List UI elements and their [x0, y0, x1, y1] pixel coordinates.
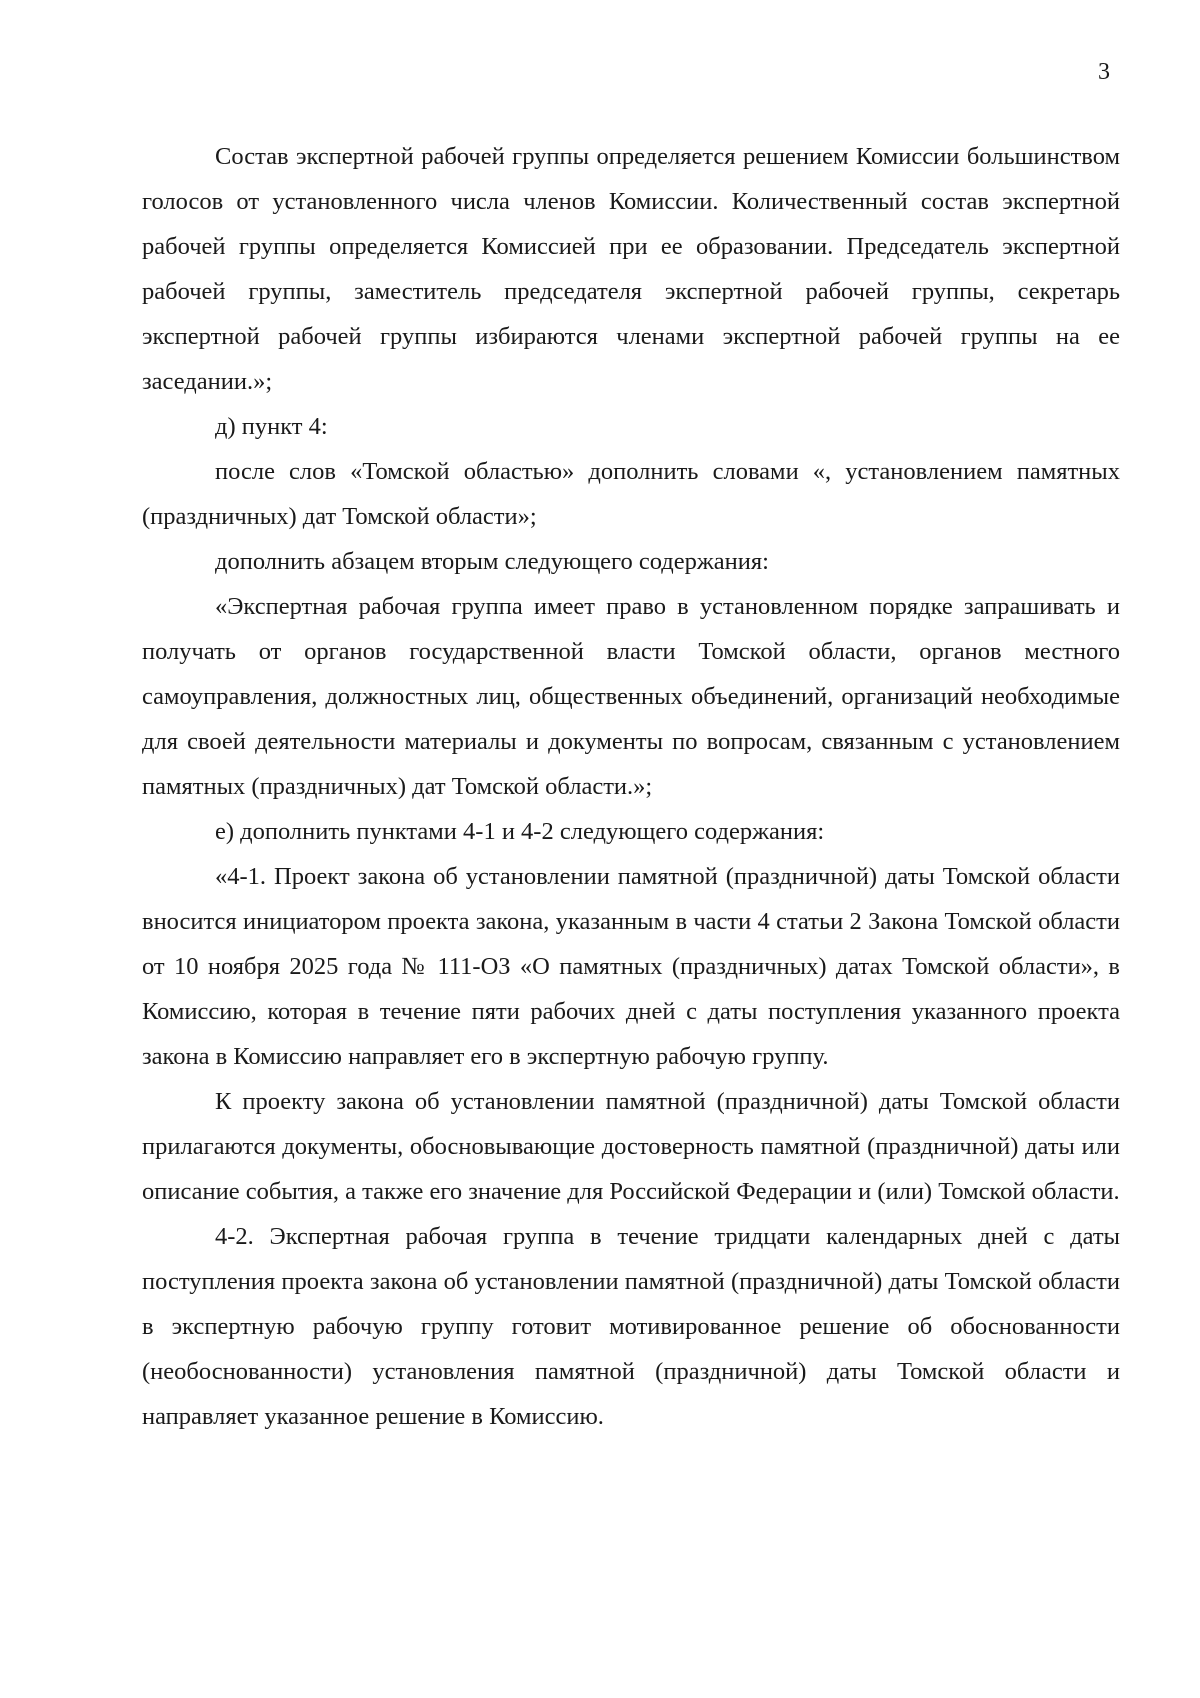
- page-number: 3: [1098, 59, 1110, 85]
- paragraph-point-4-2: 4-2. Экспертная рабочая группа в течение тридцати календарных дней с даты поступления проекта закона об установлении памятной (праздничной) даты Томской области в экспертную рабочую группу готовит мотивированное решение об обоснованности (необоснованности) установления памятной (праздничной) даты Томской области и направляет указанное решение в Комиссию.: [142, 1223, 1120, 1430]
- paragraph-point-4-1-attachments: К проекту закона об установлении памятной (праздничной) даты Томской области прилагаются документы, обосновывающие достоверность памятной (праздничной) даты или описание события, а также его значение для Российской Федерации и (или) Томской области.: [142, 1088, 1120, 1205]
- paragraph-expert-group-composition: Состав экспертной рабочей группы определяется решением Комиссии большинством голосов от установленного числа членов Комиссии. Количественный состав экспертной рабочей группы определяется Комиссией при ее образовании. Председатель экспертной рабочей группы, заместитель председателя экспертной рабочей группы, секретарь экспертной рабочей группы избираются членами экспертной рабочей группы на ее заседании.»;: [142, 143, 1120, 395]
- paragraph-add-second-paragraph: дополнить абзацем вторым следующего содержания:: [215, 548, 769, 575]
- paragraph-point-4-1: «4-1. Проект закона об установлении памятной (праздничной) даты Томской области вносится инициатором проекта закона, указанным в части 4 статьи 2 Закона Томской области от 10 ноября 2025 года № 111-ОЗ «О памятных (праздничных) датах Томской области», в Комиссию, которая в течение пяти рабочих дней с даты поступления указанного проекта закона в Комиссию направляет его в экспертную рабочую группу.: [142, 863, 1120, 1070]
- paragraph-item-d-heading: д) пункт 4:: [215, 413, 328, 440]
- paragraph-expert-group-rights: «Экспертная рабочая группа имеет право в установленном порядке запрашивать и получать от органов государственной власти Томской области, органов местного самоуправления, должностных лиц, общественных объединений, организаций необходимые для своей деятельности материалы и документы по вопросам, связанным с установлением памятных (праздничных) дат Томской области.»;: [142, 593, 1120, 800]
- paragraph-item-d-amendment: после слов «Томской областью» дополнить словами «, установлением памятных (праздничных) дат Томской области»;: [142, 458, 1120, 530]
- document-body: [142, 134, 1120, 1439]
- paragraph-item-e-heading: е) дополнить пунктами 4-1 и 4-2 следующего содержания:: [215, 818, 825, 845]
